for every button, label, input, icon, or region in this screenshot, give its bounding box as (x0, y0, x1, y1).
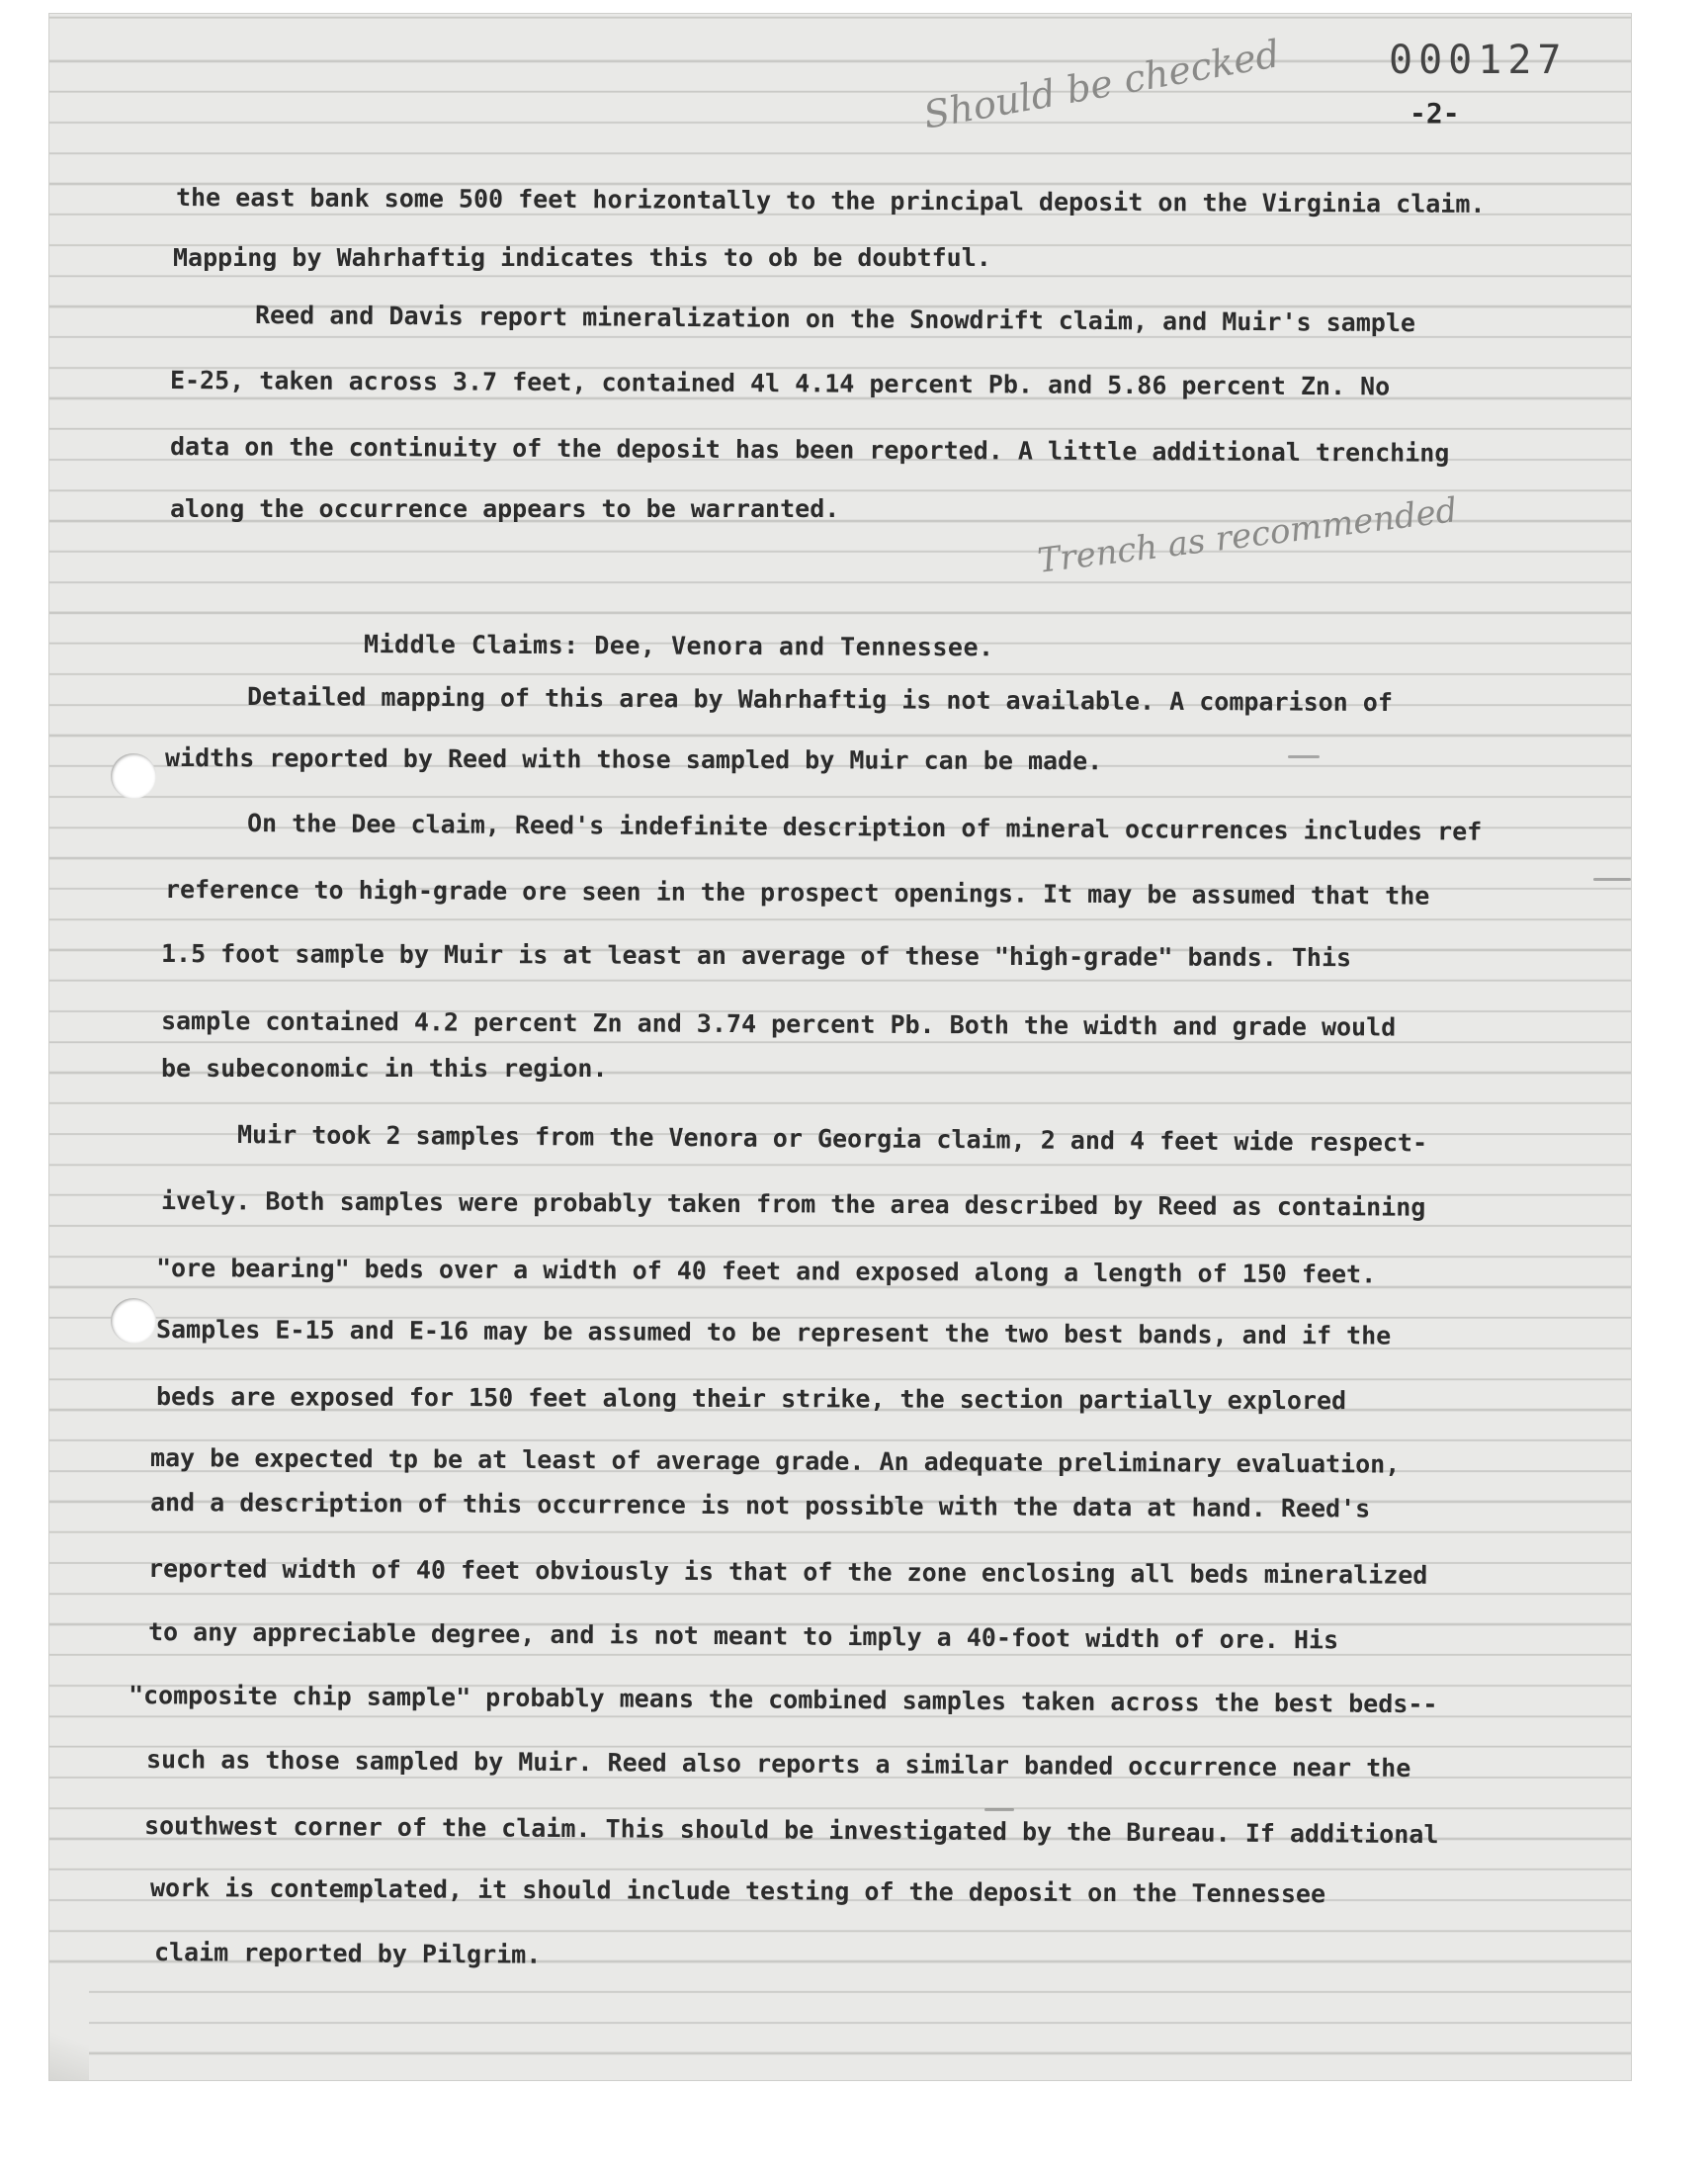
punch-hole-upper (111, 753, 156, 799)
body-line: Samples E-15 and E-16 may be assumed to be represent the two best bands, and if the (155, 1315, 1392, 1350)
body-line: "composite chip sample" probably means the combined samples taken across the best beds-- (128, 1681, 1438, 1719)
document-number: 000127 (1389, 38, 1568, 83)
ink-smudge (1288, 755, 1320, 758)
ink-smudge (984, 1808, 1014, 1811)
body-line: may be expected tp be at least of average grade. An adequate preliminary evaluation, (149, 1443, 1401, 1479)
body-line: Detailed mapping of this area by Wahrhaftig is not available. A comparison of (246, 682, 1394, 718)
body-line: E-25, taken across 3.7 feet, contained 4l 4.14 percent Pb. and 5.86 percent Zn. No (169, 366, 1391, 401)
handwritten-note-trench: Trench as recommended (1035, 490, 1460, 581)
body-line: Mapping by Wahrhaftig indicates this to ob be doubtful. (173, 243, 991, 272)
punch-hole-lower (111, 1298, 156, 1344)
body-line: Reed and Davis report mineralization on the Snowdrift claim, and Muir's sample (254, 301, 1416, 338)
body-line: On the Dee claim, Reed's indefinite description of mineral occurrences includes ref (246, 809, 1483, 846)
body-line: ively. Both samples were probably taken from the area described by Reed as containing (160, 1186, 1426, 1222)
body-line: the east bank some 500 feet horizontally to the principal deposit on the Virginia claim. (175, 183, 1486, 218)
body-line: be subeconomic in this region. (161, 1054, 608, 1083)
body-line: sample contained 4.2 percent Zn and 3.74 percent Pb. Both the width and grade would (160, 1006, 1397, 1042)
ink-smudge (1593, 878, 1631, 881)
body-line: 1.5 foot sample by Muir is at least an average of these "high-grade" bands. This (160, 939, 1352, 973)
body-line: along the occurrence appears to be warranted. (170, 494, 840, 523)
body-line: such as those sampled by Muir. Reed also reports a similar banded occurrence near the (145, 1745, 1411, 1783)
body-line: "ore bearing" beds over a width of 40 feet and exposed along a length of 150 feet. (155, 1254, 1377, 1289)
body-line: to any appreciable degree, and is not meant to imply a 40-foot width of ore. His (147, 1617, 1339, 1655)
body-line: widths reported by Reed with those sampled by Muir can be made. (164, 743, 1103, 776)
section-heading: Middle Claims: Dee, Venora and Tennessee. (363, 630, 994, 662)
body-line: work is contemplated, it should include testing of the deposit on the Tennessee (149, 1873, 1326, 1909)
body-line: and a description of this occurrence is not possible with the data at hand. Reed's (149, 1488, 1371, 1523)
handwritten-note-top: Should be checked (920, 32, 1283, 137)
body-line: claim reported by Pilgrim. (153, 1938, 542, 1969)
body-line: reported width of 40 feet obviously is that of the zone enclosing all beds mineralized (147, 1554, 1428, 1590)
body-line: southwest corner of the claim. This should be investigated by the Bureau. If additional (143, 1811, 1439, 1850)
body-line: reference to high-grade ore seen in the prospect openings. It may be assumed that the (164, 875, 1430, 911)
body-line: beds are exposed for 150 feet along their strike, the section partially explored (155, 1382, 1347, 1416)
body-line: data on the continuity of the deposit has been reported. A little additional trenching (169, 432, 1450, 468)
body-line: Muir took 2 samples from the Venora or Georgia claim, 2 and 4 feet wide respect- (236, 1120, 1428, 1158)
page-number: -2- (1409, 97, 1460, 130)
